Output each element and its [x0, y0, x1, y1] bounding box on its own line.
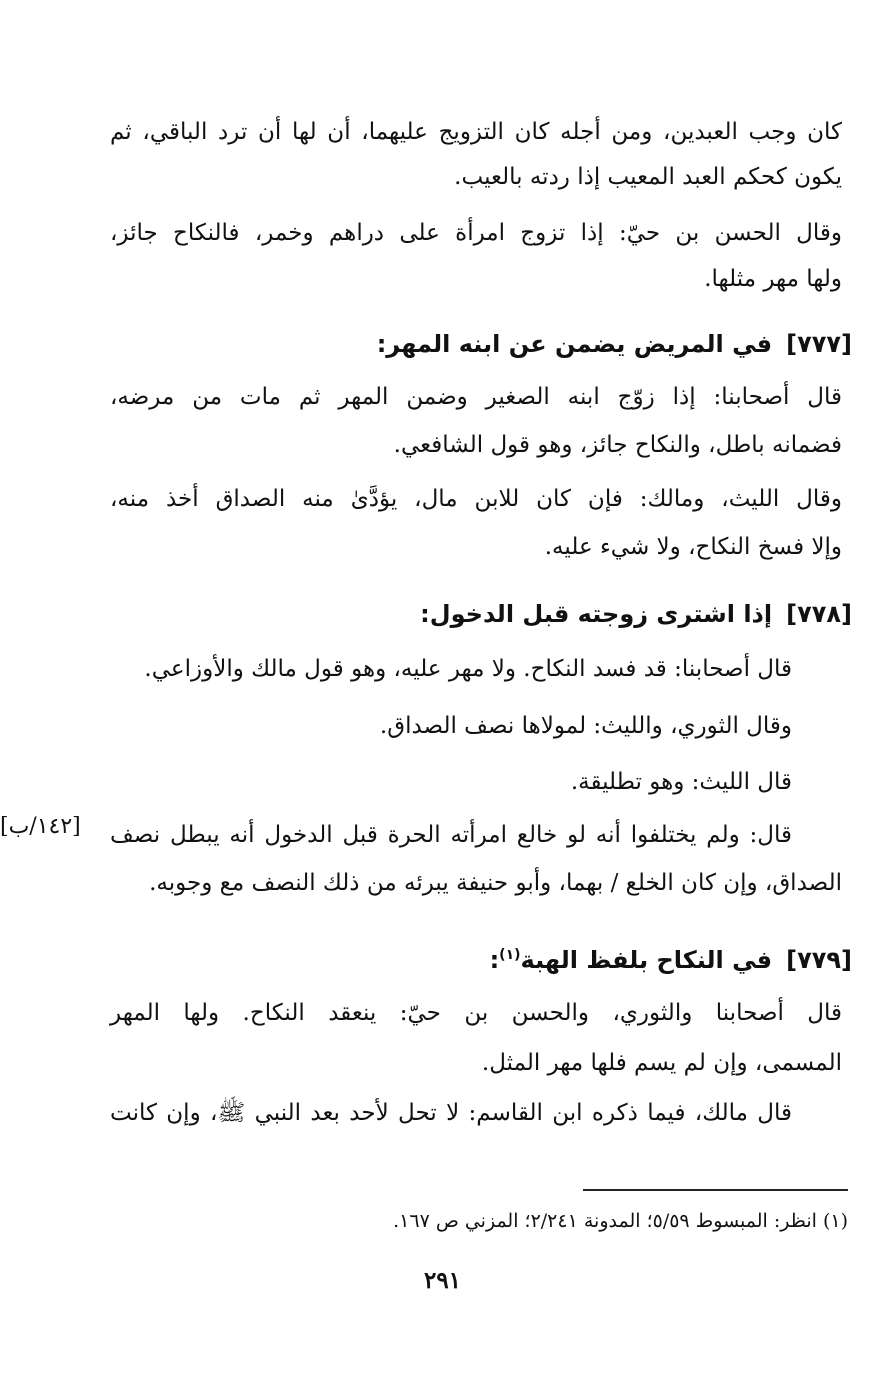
- text-line: المسمى، وإن لم يسم فلها مهر المثل.: [481, 1050, 842, 1076]
- section-number: [٧٧٨]: [786, 600, 852, 628]
- text-line: قال: ولم يختلفوا أنه لو خالع امرأته الحرة قبل الدخول أنه يبطل نصف: [110, 822, 792, 848]
- section-number: [٧٧٧]: [786, 330, 852, 358]
- text-line: الصداق، وإن كان الخلع / بهما، وأبو حنيفة يبرئه من ذلك النصف مع وجوبه.: [149, 870, 842, 896]
- text-line: وإلا فسخ النكاح، ولا شيء عليه.: [544, 534, 842, 560]
- text-line: وقال الليث، ومالك: فإن كان للابن مال، يؤدَّىٰ منه الصداق أخذ منه،: [110, 486, 842, 512]
- section-number: [٧٧٩]: [786, 946, 852, 974]
- text-line: قال أصحابنا: إذا زوّج ابنه الصغير وضمن المهر ثم مات من مرضه،: [110, 384, 842, 410]
- text-line: يكون كحكم العبد المعيب إذا ردته بالعيب.: [454, 164, 842, 190]
- margin-reference: [١٤٢/ب]: [0, 814, 81, 839]
- footnote-rule: [583, 1189, 848, 1191]
- heading-colon: :: [489, 946, 500, 974]
- text-line: وقال الحسن بن حيّ: إذا تزوج امرأة على دراهم وخمر، فالنكاح جائز،: [110, 220, 842, 246]
- text-line: قال أصحابنا: قد فسد النكاح. ولا مهر عليه، وهو قول مالك والأوزاعي.: [144, 656, 792, 682]
- section-heading: [490, 937, 852, 978]
- text-line: كان وجب العبدين، ومن أجله كان التزويج عليهما، أن لها أن ترد الباقي، ثم: [110, 119, 842, 145]
- text-line: قال مالك، فيما ذكره ابن القاسم: لا تحل لأحد بعد النبي ﷺ، وإن كانت: [110, 1100, 792, 1126]
- section-heading: [377, 326, 852, 362]
- footnote-number: (١): [822, 1210, 848, 1232]
- text-line: ولها مهر مثلها.: [704, 266, 842, 292]
- text-line: فضمانه باطل، والنكاح جائز، وهو قول الشافعي.: [393, 432, 842, 458]
- page-number: ٢٩١: [423, 1267, 462, 1294]
- section-title: في المريض يضمن عن ابنه المهر:: [376, 330, 773, 358]
- section-heading: [420, 596, 852, 632]
- footnote-text: انظر: المبسوط ٥/٥٩؛ المدونة ٢/٢٤١؛ المزني ص ١٦٧.: [393, 1210, 817, 1232]
- text-line: قال الليث: وهو تطليقة.: [570, 769, 792, 795]
- footnote: [393, 1207, 848, 1235]
- text-line: قال أصحابنا والثوري، والحسن بن حيّ: ينعقد النكاح. ولها المهر: [110, 1000, 842, 1026]
- footnote-marker: (١): [499, 947, 521, 963]
- section-title: في النكاح بلفظ الهبة: [520, 946, 773, 974]
- section-title: إذا اشترى زوجته قبل الدخول:: [420, 600, 773, 628]
- text-line: وقال الثوري، والليث: لمولاها نصف الصداق.: [379, 713, 792, 739]
